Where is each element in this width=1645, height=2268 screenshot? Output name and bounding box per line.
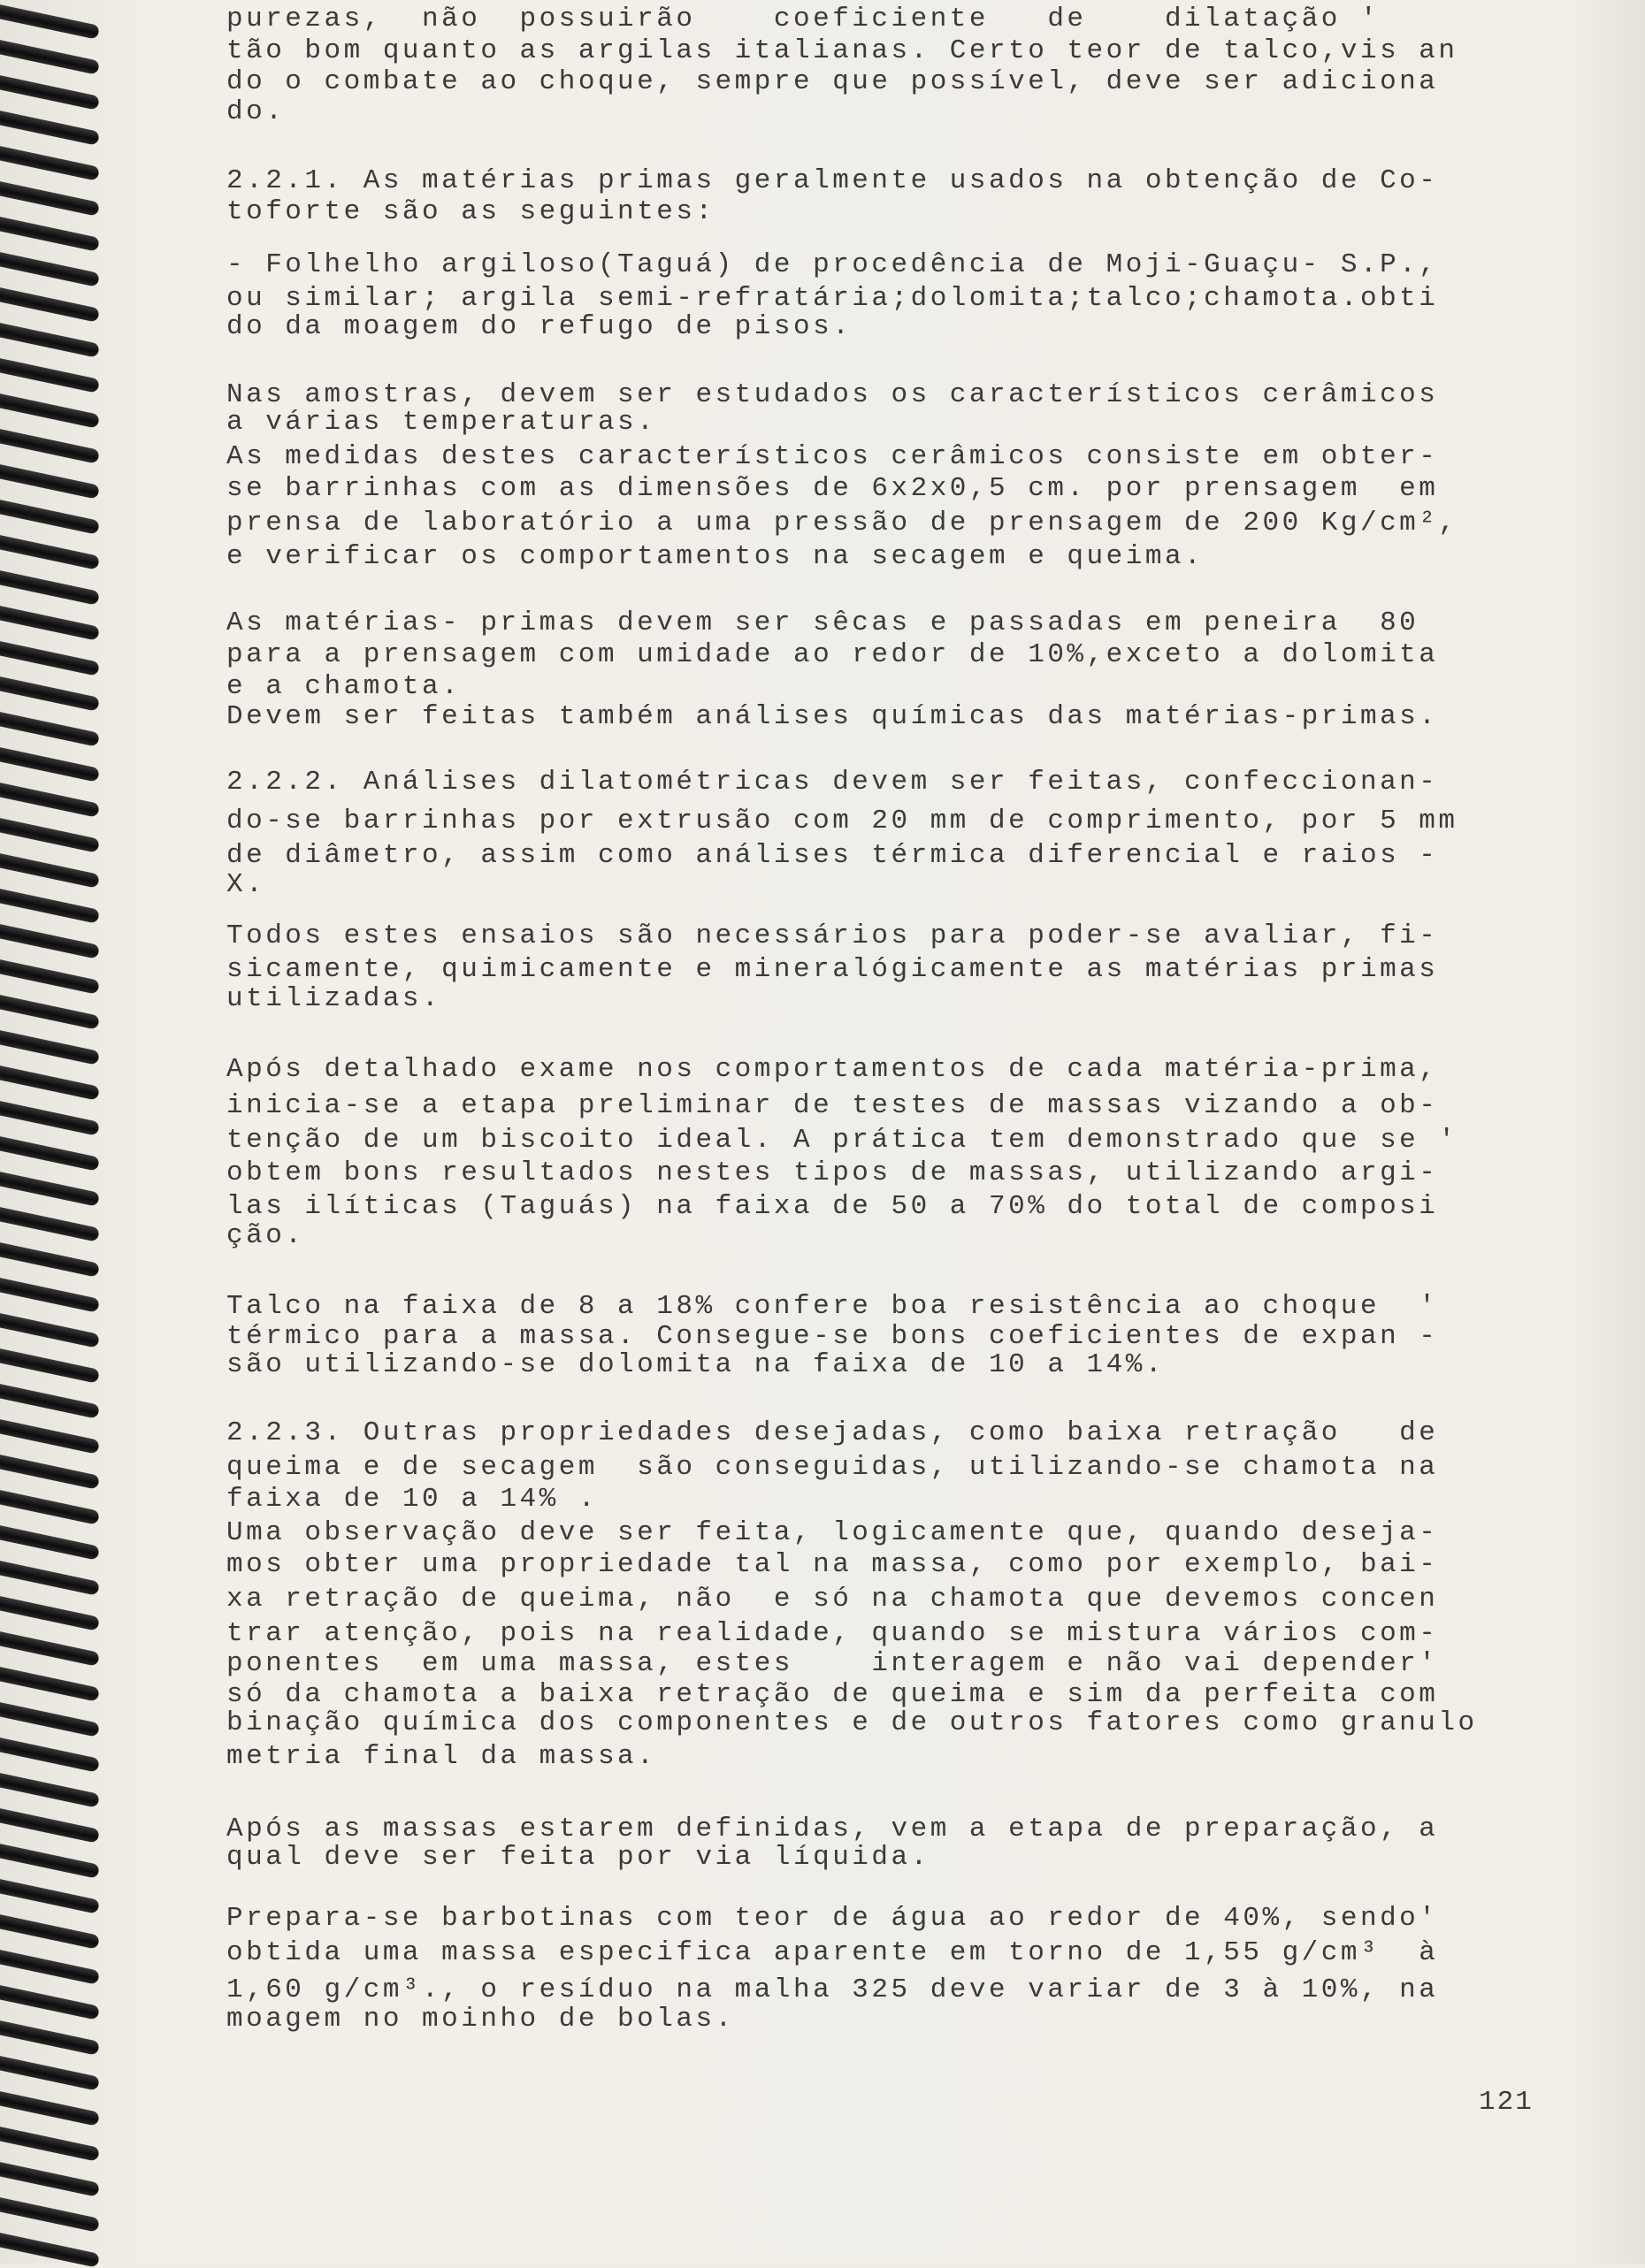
- binding-coil: [0, 1949, 100, 1985]
- binding-coil: [0, 216, 100, 252]
- text-line: só da chamota a baixa retração de queima e sim da perfeita com: [226, 1679, 1439, 1710]
- binding-coil: [0, 110, 100, 146]
- text-line: 2.2.1. As matérias primas geralmente usados na obtenção de Co-: [226, 165, 1439, 196]
- binding-coil: [0, 640, 100, 676]
- binding-coil: [0, 393, 100, 429]
- text-line: obtem bons resultados nestes tipos de massas, utilizando argi-: [226, 1157, 1439, 1188]
- text-line: Após as massas estarem definidas, vem a etapa de preparação, a: [226, 1814, 1439, 1844]
- binding-coil: [0, 1348, 100, 1384]
- text-line: faixa de 10 a 14% .: [226, 1484, 598, 1515]
- text-line: ção.: [226, 1220, 305, 1251]
- binding-coil: [0, 923, 100, 959]
- text-line: Prepara-se barbotinas com teor de água ao redor de 40%, sendo': [226, 1903, 1439, 1934]
- text-line: de diâmetro, assim como análises térmica diferencial e raios -: [226, 840, 1439, 871]
- text-line: tão bom quanto as argilas italianas. Certo teor de talco,vis an: [226, 35, 1458, 66]
- text-line: Após detalhado exame nos comportamentos de cada matéria-prima,: [226, 1054, 1439, 1085]
- text-line: do o combate ao choque, sempre que possível, deve ser adiciona: [226, 66, 1439, 97]
- text-line: purezas, não possuirão coeficiente de dilatação ': [226, 4, 1381, 34]
- text-line: Todos estes ensaios são necessários para poder-se avaliar, fi-: [226, 920, 1439, 951]
- binding-coil: [0, 2126, 100, 2162]
- text-line: e a chamota.: [226, 671, 462, 702]
- binding-coil: [0, 1489, 100, 1525]
- text-line: toforte são as seguintes:: [226, 196, 715, 227]
- binding-coil: [0, 322, 100, 358]
- text-line: ponentes em uma massa, estes interagem e não vai depender': [226, 1648, 1439, 1679]
- text-line: Devem ser feitas também análises químicas das matérias-primas.: [226, 701, 1439, 732]
- text-line: 2.2.3. Outras propriedades desejadas, como baixa retração de: [226, 1417, 1439, 1448]
- text-line: prensa de laboratório a uma pressão de prensagem de 200 Kg/cm²,: [226, 508, 1458, 538]
- binding-coil: [0, 463, 100, 500]
- binding-coil: [0, 1418, 100, 1455]
- binding-coil: [0, 286, 100, 323]
- binding-coil: [0, 817, 100, 853]
- text-line: utilizadas.: [226, 983, 442, 1014]
- text-line: sicamente, quimicamente e mineralógicamente as matérias primas: [226, 954, 1439, 985]
- text-line: X.: [226, 869, 266, 900]
- binding-coil: [0, 1737, 100, 1773]
- text-line: As matérias- primas devem ser sêcas e passadas em peneira 80: [226, 607, 1419, 638]
- binding-coil: [0, 1524, 100, 1561]
- binding-coil: [0, 2232, 100, 2268]
- text-line: a várias temperaturas.: [226, 407, 657, 438]
- text-line: Talco na faixa de 8 a 18% confere boa resistência ao choque ': [226, 1291, 1439, 1322]
- spiral-binding: [0, 0, 115, 2264]
- binding-coil: [0, 569, 100, 606]
- text-line: e verificar os comportamentos na secagem e queima.: [226, 541, 1205, 572]
- text-line: 1,60 g/cm³., o resíduo na malha 325 deve variar de 3 à 10%, na: [226, 1974, 1439, 2005]
- text-line: xa retração de queima, não e só na chamota que devemos concen: [226, 1584, 1439, 1615]
- binding-coil: [0, 676, 100, 712]
- text-line: las ilíticas (Taguás) na faixa de 50 a 70% do total de composi: [226, 1191, 1439, 1222]
- binding-coil: [0, 1630, 100, 1667]
- page-number: 121: [1479, 2087, 1534, 2118]
- binding-coil: [0, 2020, 100, 2056]
- text-line: ou similar; argila semi-refratária;dolomita;talco;chamota.obti: [226, 283, 1439, 314]
- binding-coil: [0, 782, 100, 818]
- text-line: do-se barrinhas por extrusão com 20 mm de comprimento, por 5 mm: [226, 806, 1458, 836]
- text-line: - Folhelho argiloso(Taguá) de procedência de Moji-Guaçu- S.P.,: [226, 249, 1439, 280]
- binding-coil: [0, 1595, 100, 1631]
- binding-coil: [0, 428, 100, 464]
- binding-coil: [0, 1135, 100, 1172]
- binding-coil: [0, 251, 100, 287]
- binding-coil: [0, 2055, 100, 2091]
- text-line: são utilizando-se dolomita na faixa de 10 a 14%.: [226, 1349, 1165, 1380]
- binding-coil: [0, 1843, 100, 1879]
- text-line: trar atenção, pois na realidade, quando se mistura vários com-: [226, 1618, 1439, 1649]
- text-line: térmico para a massa. Consegue-se bons coeficientes de expan -: [226, 1321, 1439, 1352]
- binding-coil: [0, 499, 100, 535]
- binding-coil: [0, 1666, 100, 1702]
- binding-coil: [0, 1312, 100, 1348]
- binding-coil: [0, 1913, 100, 1950]
- binding-coil: [0, 1701, 100, 1737]
- binding-coil: [0, 1241, 100, 1278]
- binding-coil: [0, 994, 100, 1030]
- text-line: Uma observação deve ser feita, logicamente que, quando deseja-: [226, 1517, 1439, 1548]
- binding-coil: [0, 2090, 100, 2127]
- binding-coil: [0, 1206, 100, 1242]
- binding-coil: [0, 1277, 100, 1313]
- text-line: do.: [226, 96, 286, 127]
- text-line: moagem no moinho de bolas.: [226, 2004, 735, 2035]
- binding-coil: [0, 180, 100, 217]
- binding-coil: [0, 1029, 100, 1065]
- binding-coil: [0, 1383, 100, 1419]
- text-line: As medidas destes característicos cerâmicos consiste em obter-: [226, 441, 1439, 472]
- text-line: binação química dos componentes e de outros fatores como granulo: [226, 1707, 1478, 1738]
- text-line: inicia-se a etapa preliminar de testes de massas vizando a ob-: [226, 1090, 1439, 1121]
- text-line: se barrinhas com as dimensões de 6x2x0,5 cm. por prensagem em: [226, 473, 1439, 504]
- binding-coil: [0, 1065, 100, 1101]
- binding-coil: [0, 74, 100, 111]
- binding-coil: [0, 958, 100, 995]
- binding-coil: [0, 1772, 100, 1808]
- binding-coil: [0, 888, 100, 924]
- binding-coil: [0, 534, 100, 570]
- text-line: metria final da massa.: [226, 1741, 657, 1772]
- text-line: mos obter uma propriedade tal na massa, como por exemplo, bai-: [226, 1549, 1439, 1580]
- binding-coil: [0, 2196, 100, 2233]
- binding-coil: [0, 852, 100, 889]
- text-line: queima e de secagem são conseguidas, utilizando-se chamota na: [226, 1452, 1439, 1483]
- binding-coil: [0, 4, 100, 40]
- text-line: obtida uma massa especifica aparente em torno de 1,55 g/cm³ à: [226, 1937, 1439, 1968]
- binding-coil: [0, 1878, 100, 1914]
- binding-coil: [0, 1560, 100, 1596]
- text-line: tenção de um biscoito ideal. A prática tem demonstrado que se ': [226, 1125, 1458, 1156]
- binding-coil: [0, 357, 100, 393]
- binding-coil: [0, 746, 100, 783]
- binding-coil: [0, 1984, 100, 2020]
- text-line: do da moagem do refugo de pisos.: [226, 311, 853, 342]
- binding-coil: [0, 39, 100, 75]
- text-line: para a prensagem com umidade ao redor de 10%,exceto a dolomita: [226, 639, 1439, 670]
- binding-coil: [0, 1454, 100, 1490]
- text-line: Nas amostras, devem ser estudados os característicos cerâmicos: [226, 379, 1439, 410]
- text-line: qual deve ser feita por via líquida.: [226, 1842, 930, 1873]
- binding-coil: [0, 711, 100, 747]
- binding-coil: [0, 145, 100, 181]
- binding-coil: [0, 2161, 100, 2197]
- binding-coil: [0, 1171, 100, 1207]
- binding-coil: [0, 605, 100, 641]
- binding-coil: [0, 1100, 100, 1136]
- binding-coil: [0, 1807, 100, 1844]
- text-line: 2.2.2. Análises dilatométricas devem ser feitas, confeccionan-: [226, 767, 1439, 798]
